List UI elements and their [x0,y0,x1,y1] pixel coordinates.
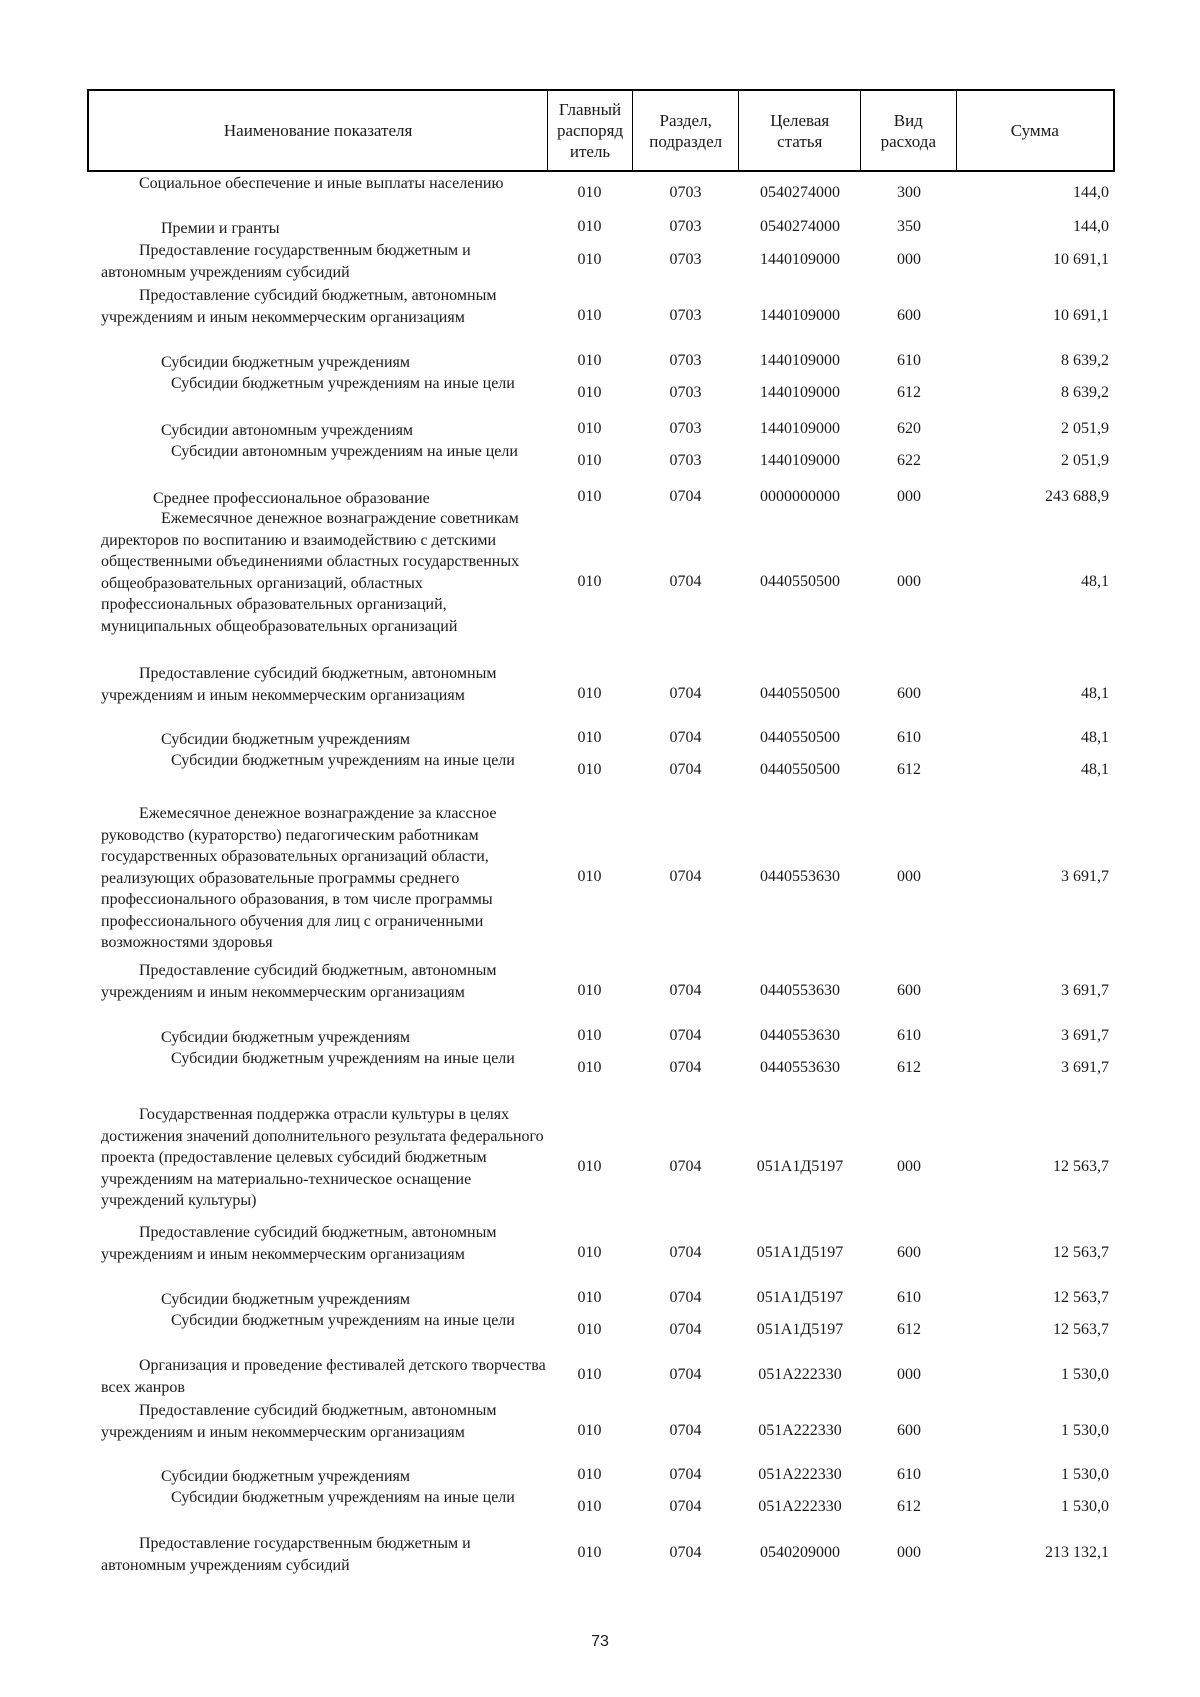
row-kind: 300 [897,183,921,201]
table-row [87,1355,1115,1399]
row-name: Предоставление субсидий бюджетным, автономным учреждениям и иным некоммерческим организациям [101,962,497,1001]
row-name: Предоставление субсидий бюджетным, автономным учреждениям и иным некоммерческим организациям [101,287,497,326]
row-kind: 000 [897,488,921,505]
header-section: Раздел, подраздел [632,91,739,170]
row-chief: 010 [577,383,602,401]
row-chief: 010 [577,306,602,324]
row-article: 0540274000 [760,183,840,201]
row-kind: 000 [897,1157,921,1175]
table-row [87,729,1115,751]
row-kind: 600 [897,981,921,999]
row-name: Субсидии бюджетным учреждениям [161,354,410,371]
row-name: Организация и проведение фестивалей детского творчества всех жанров [101,1357,546,1396]
header-chief: Главный распоряд итель [547,91,632,170]
table-row [87,173,1115,213]
row-article: 051А222330 [758,1497,842,1515]
row-name: Предоставление субсидий бюджетным, автономным учреждениям и иным некоммерческим организациям [101,665,497,704]
table-row [87,1310,1115,1354]
row-section: 0704 [669,1027,702,1044]
row-name: Предоставление государственным бюджетным и автономным учреждениям субсидий [101,242,471,281]
row-section: 0704 [669,1543,702,1561]
row-kind: 620 [897,420,921,437]
row-section: 0704 [669,1058,702,1076]
row-section: 0704 [669,1466,702,1483]
row-section: 0704 [669,1157,702,1175]
row-article: 0540274000 [760,218,840,235]
row-name: Субсидии бюджетным учреждениям на иные цели [171,1489,515,1506]
row-sum: 144,0 [1073,183,1109,201]
row-article: 0440550500 [760,684,840,702]
row-sum: 48,1 [1081,684,1109,702]
row-sum: 2 051,9 [1061,451,1109,469]
row-chief: 010 [577,760,602,778]
row-section: 0704 [669,1365,702,1383]
row-article: 0440550500 [760,760,840,778]
table-row [87,1104,1115,1234]
table-row [87,218,1115,240]
row-article: 051А222330 [758,1421,842,1439]
row-kind: 612 [897,760,921,778]
row-sum: 144,0 [1073,218,1109,235]
row-kind: 000 [897,1365,921,1383]
table-row [87,1487,1115,1531]
row-article: 0440553630 [760,1027,840,1044]
row-sum: 3 691,7 [1061,981,1109,999]
row-name: Предоставление государственным бюджетным и автономным учреждениям субсидий [101,1535,471,1574]
row-kind: 600 [897,306,921,324]
row-sum: 1 530,0 [1061,1421,1109,1439]
row-article: 0540209000 [760,1543,840,1561]
row-article: 051А1Д5197 [756,1320,844,1338]
row-kind: 610 [897,352,921,369]
row-kind: 000 [897,1543,921,1561]
row-name: Субсидии бюджетным учреждениям [161,1029,410,1046]
row-sum: 3 691,7 [1061,1058,1109,1076]
row-name: Предоставление субсидий бюджетным, автономным учреждениям и иным некоммерческим организациям [101,1402,497,1441]
row-sum: 8 639,2 [1061,383,1109,401]
row-sum: 12 563,7 [1053,1289,1109,1306]
row-chief: 010 [577,1320,602,1338]
row-name: Предоставление субсидий бюджетным, автономным учреждениям и иным некоммерческим организациям [101,1224,497,1263]
row-kind: 612 [897,1497,921,1515]
row-sum: 8 639,2 [1061,352,1109,369]
row-sum: 3 691,7 [1061,1027,1109,1044]
row-sum: 12 563,7 [1053,1320,1109,1338]
table-row [87,1027,1115,1049]
row-section: 0704 [669,1289,702,1306]
row-chief: 010 [577,572,602,590]
table-row [87,352,1115,374]
row-section: 0703 [669,250,702,268]
page-number: 73 [591,1633,609,1650]
row-chief: 010 [577,1497,602,1515]
row-article: 1440109000 [760,250,840,268]
row-chief: 010 [577,684,602,702]
row-chief: 010 [577,1157,602,1175]
row-name: Субсидии бюджетным учреждениям на иные цели [171,752,515,769]
table-row [87,285,1115,350]
row-sum: 243 688,9 [1045,488,1109,505]
row-kind: 000 [897,572,921,590]
row-section: 0704 [669,729,702,746]
row-article: 0440553630 [760,867,840,885]
row-name: Субсидии бюджетным учреждениям на иные цели [171,1312,515,1329]
row-chief: 010 [577,981,602,999]
row-kind: 612 [897,383,921,401]
row-article: 1440109000 [760,352,840,369]
row-sum: 10 691,1 [1053,250,1109,268]
row-section: 0703 [669,420,702,437]
row-kind: 350 [897,218,921,235]
row-chief: 010 [577,1421,602,1439]
row-section: 0704 [669,760,702,778]
row-article: 051А1Д5197 [756,1243,844,1261]
table-row [87,373,1115,417]
row-chief: 010 [577,1365,602,1383]
row-name: Субсидии бюджетным учреждениям [161,1468,410,1485]
row-kind: 622 [897,451,921,469]
row-name: Субсидии автономным учреждениям на иные цели [171,443,518,460]
row-section: 0704 [669,684,702,702]
table-row [87,240,1115,284]
row-chief: 010 [577,250,602,268]
row-name: Государственная поддержка отрасли культуры в целях достижения значений дополнительного результата федерального проекта (предоставление целевых субсидий бюджетным учреждениям на материально-техническое оснащение учреждений культуры) [101,1106,544,1209]
row-sum: 1 530,0 [1061,1497,1109,1515]
table-row [87,803,1115,953]
table-header [87,89,1115,172]
table-row [87,488,1115,510]
row-chief: 010 [577,1466,602,1483]
row-chief: 010 [577,488,602,505]
row-name: Среднее профессиональное образование [153,490,430,507]
row-section: 0703 [669,183,702,201]
row-kind: 610 [897,1027,921,1044]
table-row [87,508,1115,663]
table-row [87,1222,1115,1287]
table-row [87,1048,1115,1092]
table-row [87,750,1115,794]
row-name: Ежемесячное денежное вознаграждение за классное руководство (кураторство) педагогическим работникам государственных образовательных организаций области, реализующих образовательные программы среднего профессионального образования, в том числе программы профессионального обучения для лиц с ограниченными возможностями здоровья [101,805,497,951]
row-chief: 010 [577,867,602,885]
header-kind: Вид расхода [860,91,956,170]
row-sum: 213 132,1 [1045,1543,1109,1561]
row-sum: 1 530,0 [1061,1365,1109,1383]
row-name: Субсидии автономным учреждениям [161,422,414,439]
row-chief: 010 [577,1027,602,1044]
row-kind: 600 [897,1421,921,1439]
row-section: 0703 [669,352,702,369]
row-kind: 610 [897,1289,921,1306]
table-row [87,420,1115,442]
row-article: 1440109000 [760,420,840,437]
row-name: Субсидии бюджетным учреждениям [161,1291,410,1308]
table-row [87,960,1115,1025]
row-chief: 010 [577,1243,602,1261]
row-article: 0440553630 [760,981,840,999]
row-sum: 48,1 [1081,729,1109,746]
row-kind: 000 [897,250,921,268]
row-section: 0704 [669,488,702,505]
row-article: 0440550500 [760,572,840,590]
header-name: Наименование показателя [223,121,413,140]
row-article: 0440550500 [760,729,840,746]
row-chief: 010 [577,183,602,201]
row-article: 051А222330 [758,1466,842,1483]
row-kind: 612 [897,1058,921,1076]
row-kind: 600 [897,684,921,702]
row-article: 051А1Д5197 [756,1157,844,1175]
row-name: Ежемесячное денежное вознаграждение советникам директоров по воспитанию и взаимодействию с детскими общественными объединениями областных государственных общеобразовательных организаций, областных профессиональных образовательных организаций, муниципальных общеобразовательных организаций [101,510,520,635]
row-section: 0703 [669,218,702,235]
row-section: 0704 [669,572,702,590]
row-chief: 010 [577,729,602,746]
row-section: 0704 [669,1497,702,1515]
row-sum: 48,1 [1081,760,1109,778]
row-sum: 1 530,0 [1061,1466,1109,1483]
row-chief: 010 [577,1058,602,1076]
row-chief: 010 [577,1543,602,1561]
row-chief: 010 [577,1289,602,1306]
row-name: Премии и гранты [161,220,280,237]
row-article: 051А1Д5197 [756,1289,844,1306]
table-row [87,441,1115,485]
row-article: 1440109000 [760,383,840,401]
row-section: 0704 [669,1243,702,1261]
row-article: 1440109000 [760,306,840,324]
row-section: 0704 [669,1320,702,1338]
header-sum: Сумма [956,91,1113,170]
row-article: 1440109000 [760,451,840,469]
row-name: Субсидии бюджетным учреждениям на иные цели [171,1050,515,1067]
row-sum: 12 563,7 [1053,1157,1109,1175]
row-section: 0703 [669,383,702,401]
table-row [87,1289,1115,1311]
header-article: Целевая статья [738,91,860,170]
row-chief: 010 [577,352,602,369]
row-article: 0440553630 [760,1058,840,1076]
row-kind: 000 [897,867,921,885]
row-sum: 2 051,9 [1061,420,1109,437]
row-sum: 48,1 [1081,572,1109,590]
row-name: Социальное обеспечение и иные выплаты населению [139,175,504,192]
row-article: 051А222330 [758,1365,842,1383]
row-kind: 612 [897,1320,921,1338]
row-section: 0704 [669,981,702,999]
table-row [87,1400,1115,1465]
table-row [87,1533,1115,1577]
row-sum: 12 563,7 [1053,1243,1109,1261]
table-row [87,1466,1115,1488]
row-sum: 3 691,7 [1061,867,1109,885]
row-article: 0000000000 [760,488,840,505]
row-chief: 010 [577,451,602,469]
row-section: 0703 [669,451,702,469]
row-name: Субсидии бюджетным учреждениям на иные цели [171,375,515,392]
row-kind: 610 [897,729,921,746]
row-kind: 610 [897,1466,921,1483]
row-chief: 010 [577,218,602,235]
row-section: 0704 [669,867,702,885]
row-chief: 010 [577,420,602,437]
row-kind: 600 [897,1243,921,1261]
row-name: Субсидии бюджетным учреждениям [161,731,410,748]
row-section: 0703 [669,306,702,324]
table-row [87,663,1115,728]
row-section: 0704 [669,1421,702,1439]
row-sum: 10 691,1 [1053,306,1109,324]
